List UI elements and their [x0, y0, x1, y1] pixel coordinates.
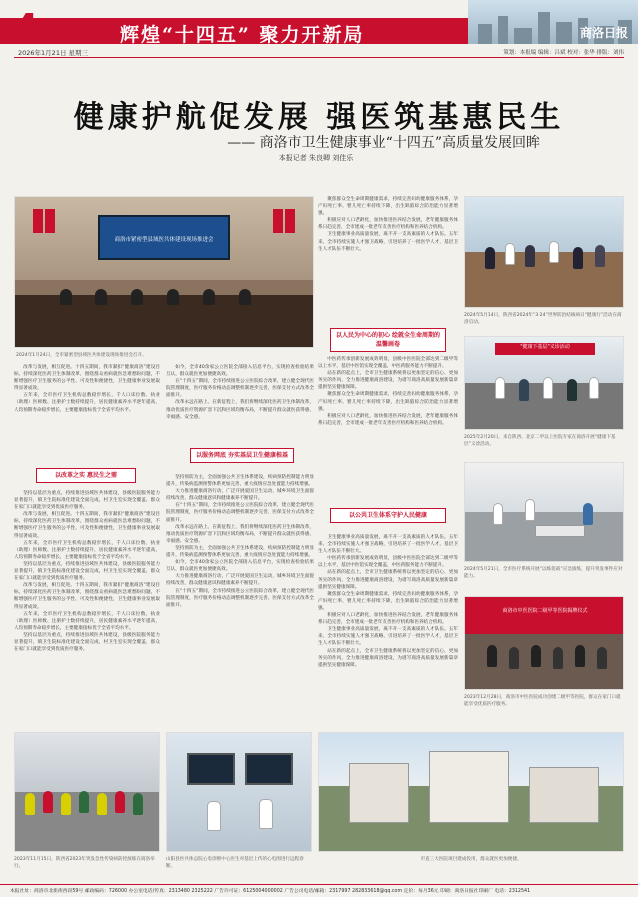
page-number: 4 — [12, 6, 40, 53]
headline: 健康护航促发展 强医筑基惠民生 — [73, 100, 565, 135]
section-head-1: 以改革之实 惠民生之需 — [36, 468, 136, 483]
byline: 本报记者 朱良卿 刘佳乐 — [278, 154, 354, 162]
editor-credits: 策划：本报编 编辑：吕斌 校对：张华 排版：刘伟 — [503, 50, 624, 56]
photo-ecg-center — [166, 732, 312, 852]
section-head-3: 以人民为中心的初心 绘就全生命周期的温馨画卷 — [330, 328, 446, 352]
text-column-3c: 卫生健康事业高质量发展，离不开一支高素质的人才队伍。五年来，全市持续实施人才强卫战略，引进培养了一批医学人才，基层卫生人才队伍不断壮大。 中医药传承创新发展成效明显，县级中医医院全部达到二级甲等以上水平，基层中医馆实现全覆盖，中医药服务能力不断提升。 站在新的起点上，全市卫生健康系统将以更加坚定的信心、更加务实的作风，全力推进健康商洛建设，为谱写商洛高质量发展新篇章提供坚实健康保障。 聚焦群众全生命周期健康需求，持续完善妇幼健康服务体系，孕产妇死亡率、婴儿死亡率持续下降，出生缺陷综合防治能力显著增强。 积极应对人口老龄化，加快推进医养结合发展，老年健康服务体系日趋完善，全市建成一批老年友善医疗机构和医养结合机构。 卫生健康事业高质量发展，离不开一支高素质的人才队伍。五年来，全市持续实施人才强卫战略，引进培养了一批医学人才，基层卫生人才队伍不断壮大。 站在新的起点上，全市卫生健康系统将以更加坚定的信心、更加务实的作风，全力推进健康商洛建设，为谱写商洛高质量发展新篇章提供坚实健康保障。 — [318, 535, 458, 668]
photo-emergency-drill — [14, 732, 160, 852]
clinic-banner: "健康下基层"义诊活动 — [495, 343, 595, 355]
photo-hospital-ceremony — [464, 596, 624, 690]
meeting-photo-caption: 2024年1月24日，全市紧密型县域医共体建设现场推进会召开。 — [16, 353, 147, 358]
text-column-1: 改革与发展，相互促进。十四五期间，我市紧扣“健康商洛”建设目标，持续深化医药卫生体制改革，围绕群众看病就医急难愁盼问题，不断增强医疗卫生服务的公平性、可及性和便捷性，卫生健康事业发展取得显著成效。 五年来，全市医疗卫生机构总数稳步增长，千人口床位数、执业（助理）医师数、注册护士数持续提升，居民健康素养水平逐年提高，人均预期寿命稳步增长，主要健康指标优于全省平均水平。 — [14, 365, 160, 413]
section-tagline: 辉煌“十四五” 聚力开新局 — [120, 24, 365, 46]
hospital-ceremony-banner: 商洛市中医医院二级甲等医院揭牌仪式 — [502, 608, 588, 614]
section-head-2: 以服务网底 夯实基层卫生健康根基 — [190, 448, 294, 463]
photo-ecg-center-caption: 山阳县医共体总院心电诊断中心医生对基层上传的心电图进行远程诊断。 — [166, 857, 304, 869]
meeting-screen: 商洛市紧密型县域医共体建设现场推进会 — [98, 215, 229, 260]
issue-date: 2026年1月21日 星期三 — [18, 49, 89, 57]
newspaper-logo: 商洛日报 — [579, 26, 628, 40]
photo-emergency-drill-caption: 2023年11月15日，陕西省2023年突发急性传染病防控演练在商洛举行。 — [14, 857, 155, 869]
meeting-photo — [14, 196, 314, 348]
photo-hospital-aerial — [318, 732, 624, 852]
masthead — [0, 0, 638, 60]
subheadline: —— 商洛市卫生健康事业“十四五”高质量发展回眸 — [227, 135, 540, 151]
photo-clinic-event-caption: 2025年2月20日，来自陕西、北京二甲以上医院专家在商洛开展“健康下基层”义诊活动。 — [464, 435, 616, 447]
photo-drill-caption: 2024年5月21日，全市医疗系统开展“以练促战”应急演练，提升突发事件应对能力。 — [464, 567, 623, 579]
photo-drill — [464, 462, 624, 562]
text-column-3b: 中医药传承创新发展成效明显，县级中医医院全部达到二级甲等以上水平，基层中医馆实现全覆盖，中医药服务能力不断提升。 站在新的起点上，全市卫生健康系统将以更加坚定的信心、更加务实的作风，全力推进健康商洛建设，为谱写商洛高质量发展新篇章提供坚实健康保障。 聚焦群众全生命周期健康需求，持续完善妇幼健康服务体系，孕产妇死亡率、婴儿死亡率持续下降，出生缺陷综合防治能力显著增强。 积极应对人口老龄化，加快推进医养结合发展，老年健康服务体系日趋完善，全市建成一批老年友善医疗机构和医养结合机构。 — [318, 357, 458, 426]
photo-tb-event-caption: 2024年5月14日，陕西省2024年“3·24”世界防治结核病日“健康行”活动在商洛启动。 — [464, 313, 622, 325]
photo-clinic-event — [464, 336, 624, 430]
text-column-2: 如今，全市40余家公立医院全部接入信息平台，实现检查检验结果互认，群众就医更加便捷高效。 在“十四五”期间，全市持续推进公立医院综合改革，建立健全现代医院管理制度，医疗服务价格动态调整机制逐步完善，医保支付方式改革全面推开。 改革永远在路上。在新征程上，我们将继续深化医药卫生体制改革，推动优质医疗资源扩容下沉和区域均衡布局，不断提升群众就医获得感、幸福感、安全感。 — [166, 365, 314, 420]
header-rule — [14, 57, 624, 58]
footer-info: 本报社址：商洛市北新街西段59号 邮政编码：726000 办公室电话/传真：2313480 2325222 广告许可证：6125004000002 广告公司电话/邮箱：2317997 282833618@qq.com 定价：每月36元 印刷：商洛日报社印刷厂 电话：2312541 — [0, 884, 638, 897]
photo-hospital-ceremony-caption: 2023年12月28日，商洛市中医医院成功创建二级甲等医院，群众在家门口就能享受优质医疗服务。 — [464, 695, 621, 707]
photo-tb-event — [464, 196, 624, 308]
section-head-4: 以公共卫生体系守护人民健康 — [330, 508, 446, 523]
text-column-1b: 坚持以基层为重点，持续推进县域医共体建设，县级医院服务能力显著提升，镇卫生院标准化建设全面完成，村卫生室实现全覆盖，群众在家门口就能享受到优质医疗服务。 改革与发展，相互促进。十四五期间，我市紧扣“健康商洛”建设目标，持续深化医药卫生体制改革，围绕群众看病就医急难愁盼问题，不断增强医疗卫生服务的公平性、可及性和便捷性，卫生健康事业发展取得显著成效。 五年来，全市医疗卫生机构总数稳步增长，千人口床位数、执业（助理）医师数、注册护士数持续提升，居民健康素养水平逐年提高，人均预期寿命稳步增长，主要健康指标优于全省平均水平。 坚持以基层为重点，持续推进县域医共体建设，县级医院服务能力显著提升，镇卫生院标准化建设全面完成，村卫生室实现全覆盖，群众在家门口就能享受到优质医疗服务。 改革与发展，相互促进。十四五期间，我市紧扣“健康商洛”建设目标，持续深化医药卫生体制改革，围绕群众看病就医急难愁盼问题，不断增强医疗卫生服务的公平性、可及性和便捷性，卫生健康事业发展取得显著成效。 五年来，全市医疗卫生机构总数稳步增长，千人口床位数、执业（助理）医师数、注册护士数持续提升，居民健康素养水平逐年提高，人均预期寿命稳步增长，主要健康指标优于全省平均水平。 坚持以基层为重点，持续推进县域医共体建设，县级医院服务能力显著提升，镇卫生院标准化建设全面完成，村卫生室实现全覆盖，群众在家门口就能享受到优质医疗服务。 — [14, 491, 160, 653]
photo-hospital-aerial-caption: 市直三大医院项目建成投用，群众就医更加便捷。 — [420, 857, 522, 862]
text-column-3: 聚焦群众全生命周期健康需求，持续完善妇幼健康服务体系，孕产妇死亡率、婴儿死亡率持续下降，出生缺陷综合防治能力显著增强。 积极应对人口老龄化，加快推进医养结合发展，老年健康服务体系日趋完善，全市建成一批老年友善医疗机构和医养结合机构。 卫生健康事业高质量发展，离不开一支高素质的人才队伍。五年来，全市持续实施人才强卫战略，引进培养了一批医学人才，基层卫生人才队伍不断壮大。 — [318, 197, 458, 252]
text-column-2b: 坚持预防为主，全面加强公共卫生体系建设，疾病预防控制能力明显提升，传染病监测预警体系更加完善，重大疫情应急处置能力持续增强。 大力推进健康商洛行动，广泛开展爱国卫生运动，城乡环境卫生面貌持续改善，群众健康意识和健康素养不断提升。 在“十四五”期间，全市持续推进公立医院综合改革，建立健全现代医院管理制度，医疗服务价格动态调整机制逐步完善，医保支付方式改革全面推开。 改革永远在路上。在新征程上，我们将继续深化医药卫生体制改革，推动优质医疗资源扩容下沉和区域均衡布局，不断提升群众就医获得感、幸福感、安全感。 坚持预防为主，全面加强公共卫生体系建设，疾病预防控制能力明显提升，传染病监测预警体系更加完善，重大疫情应急处置能力持续增强。 如今，全市40余家公立医院全部接入信息平台，实现检查检验结果互认，群众就医更加便捷高效。 大力推进健康商洛行动，广泛开展爱国卫生运动，城乡环境卫生面貌持续改善，群众健康意识和健康素养不断提升。 在“十四五”期间，全市持续推进公立医院综合改革，建立健全现代医院管理制度，医疗服务价格动态调整机制逐步完善，医保支付方式改革全面推开。 — [166, 475, 314, 608]
